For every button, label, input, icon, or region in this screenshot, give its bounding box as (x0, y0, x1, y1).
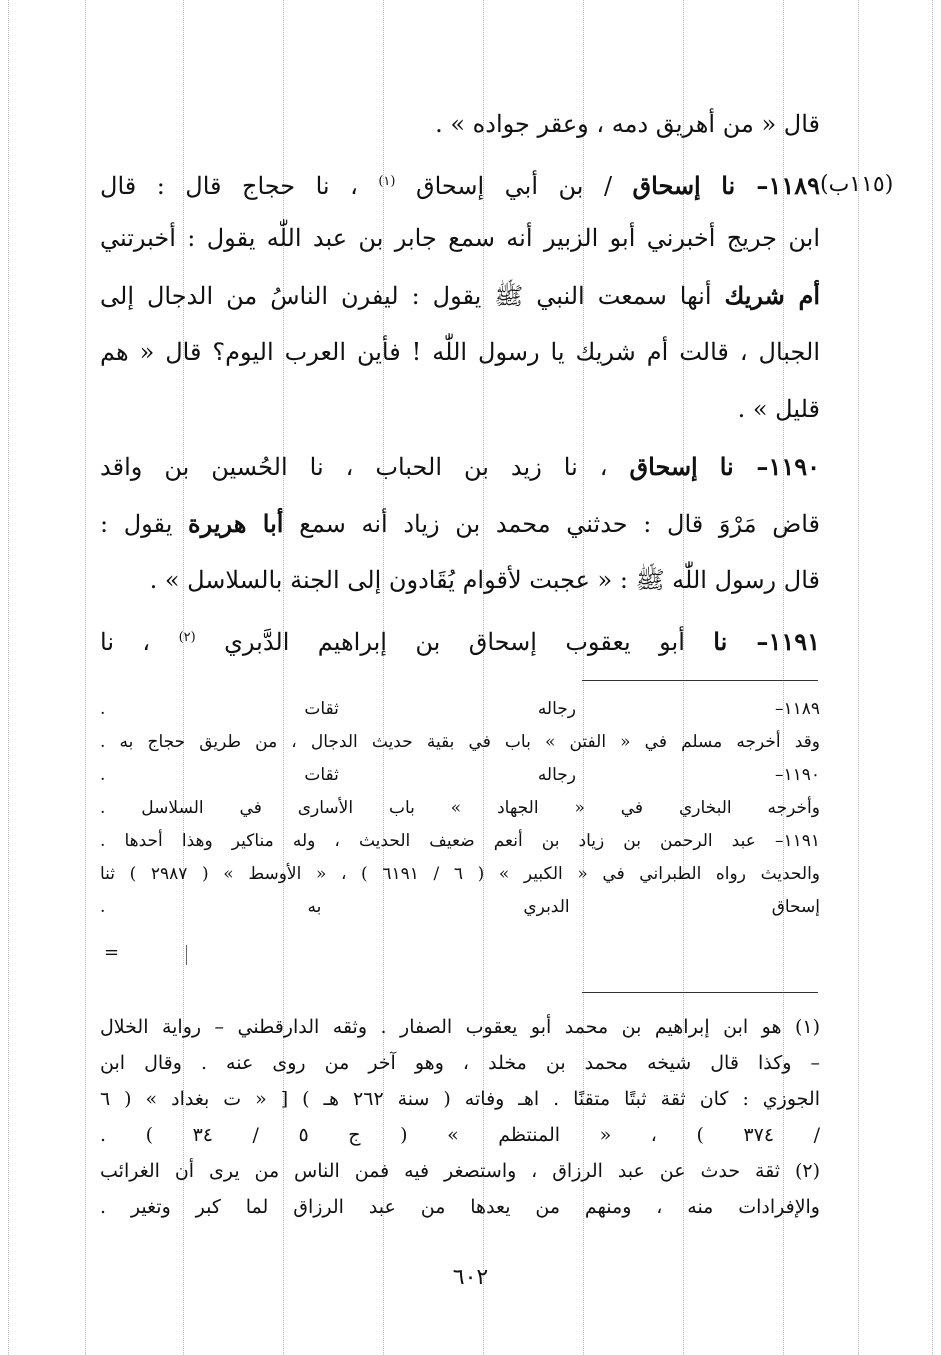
footnote-line: (٢) ثقة حدث عن عبد الرزاق ، واستصغر فيه فمن الناس من يرى أن الغرائب (100, 1160, 820, 1182)
footnote-line: والإفرادات منه ، ومنهم من يعدها من عبد الرزاق لما كبر وتغير . (100, 1196, 820, 1218)
hadith-number: ١١٩١ (768, 627, 820, 656)
footnote-line: ١١٨٩– رجاله ثقات . (100, 699, 820, 719)
text-span: ، نا زيد بن الحباب ، نا الحُسين بن واقد (100, 453, 630, 481)
text-span: ، نا حجاج قال : قال (100, 172, 379, 200)
text-line (100, 495, 820, 552)
text-span: قاض مَرْوَ قال : حدثني محمد بن زياد أنه سمع (283, 510, 820, 538)
footnote-line: إسحاق الدبري به . (100, 897, 820, 917)
narrator-name: إسحاق (629, 452, 698, 481)
text-line: قال « من أهريق دمه ، وعقر جواده » . (435, 110, 820, 138)
text-line: الجبال ، قالت أم شريك يا رسول اللّٰه ! فأين العرب اليوم؟ قال « هم (100, 338, 820, 366)
guide-line (85, 0, 86, 1355)
hadith-dash-na: – نا (719, 452, 769, 481)
guide-line (932, 0, 933, 1355)
guide-line (8, 0, 9, 1355)
footnote-line: والحديث رواه الطبراني في « الكبير » ( ٦ / ٦١٩١ ) ، « الأوسط » ( ٢٩٨٧ ) ثنا (100, 864, 820, 884)
hadith-1191-line (100, 609, 820, 666)
footnote-line: ١١٩١– عبد الرحمن بن زياد بن أنعم ضعيف الحديث ، وله مناكير وهذا أحدها . (100, 831, 820, 851)
footnote-line: ١١٩٠– رجاله ثقات . (100, 765, 820, 785)
hadith-1189-line (100, 153, 820, 210)
page-number: ٦٠٢ (452, 1265, 489, 1290)
narrator-name: أم شريك (724, 281, 820, 310)
text-span: ، نا (100, 628, 179, 656)
biographical-footnotes (100, 1009, 820, 1225)
text-span: / بن أبي إسحاق (395, 172, 633, 200)
footnote-ref: (١) (378, 174, 396, 189)
narrator-name: أبا هريرة (188, 509, 284, 538)
margin-mark (186, 945, 187, 965)
footnote-line: (١) هو ابن إبراهيم بن محمد أبو يعقوب الصفار . وثقه الدارقطني – رواية الخلال (100, 1016, 820, 1038)
hadith-number: ١١٨٩ (768, 171, 820, 200)
continuation-mark: = (104, 942, 120, 963)
narrator-name: إسحاق (632, 171, 701, 200)
text-span: يقول : (100, 510, 189, 538)
hadith-1190-line (100, 438, 820, 495)
hadith-number: ١١٩٠ (768, 452, 820, 481)
text-line: قليل » . (737, 395, 820, 423)
footnote-separator (582, 992, 818, 993)
text-line: قال رسول اللّٰه ﷺ : « عجبت لأقوام يُقَادون إلى الجنة بالسلاسل » . (149, 566, 820, 594)
footnote-separator (582, 680, 818, 681)
footnote-line: وأخرجه البخاري في « الجهاد » باب الأسارى في السلاسل . (100, 798, 820, 818)
footnote-line: – وكذا قال شيخه محمد بن مخلد ، وهو آخر من روى عنه . وقال ابن (100, 1052, 820, 1074)
footnote-ref: (٢) (178, 630, 196, 645)
main-text (100, 96, 820, 666)
hadith-dash-na: – نا (713, 627, 769, 656)
text-line: ابن جريج أخبرني أبو الزبير أنه سمع جابر بن عبد اللّٰه يقول : أخبرتني (100, 224, 820, 252)
text-span: أنها سمعت النبي ﷺ يقول : ليفرن الناسُ من الدجال إلى (100, 282, 725, 310)
footnote-line: وقد أخرجه مسلم في « الفتن » باب في بقية حديث الدجال ، من طريق حجاج به . (100, 732, 820, 752)
text-line (100, 267, 820, 324)
guide-line (858, 0, 859, 1355)
footnote-line: الجوزي : كان ثقة ثبتًا متقنًا . اهـ وفاته ( سنة ٢٦٢ هـ ) [ « ت بغداد » ( ٦ (100, 1088, 820, 1110)
text-span: أبو يعقوب إسحاق بن إبراهيم الدَّبري (195, 628, 714, 656)
margin-folio-note: (١١٥ب) (820, 172, 894, 197)
hadith-dash-na: – نا (721, 171, 769, 200)
takhrij-footnotes (100, 693, 820, 924)
footnote-line: / ٣٧٤ ) ، « المنتظم » ( ج ٥ / ٣٤ ) . (100, 1124, 820, 1146)
